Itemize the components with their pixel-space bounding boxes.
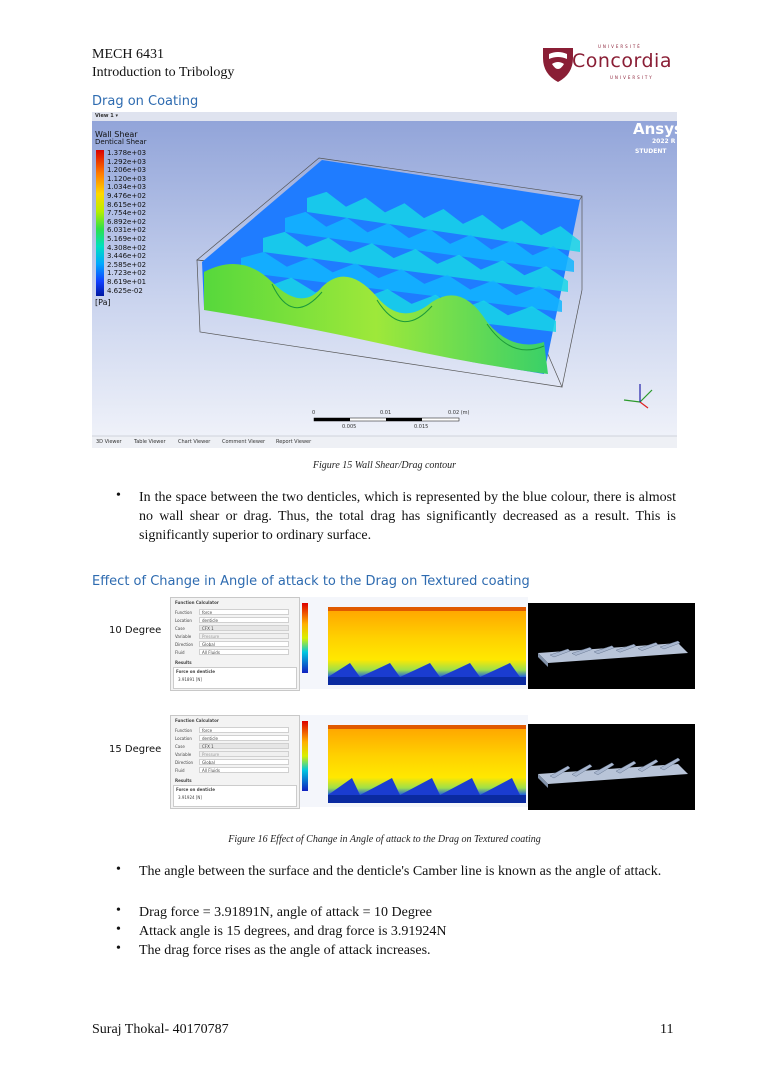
calc-field-label: Case: [175, 626, 185, 631]
legend-value: 1.206e+03: [107, 166, 147, 175]
calc-function-select[interactable]: force: [199, 727, 289, 733]
wall-shear-contour-render: [92, 112, 677, 448]
calc-result-name: Force on denticle: [176, 787, 215, 792]
bullet-angle-definition: The angle between the surface and the denticle's Camber line is known as the angle of attack.: [139, 864, 662, 879]
denticle-geometry-15: [528, 724, 695, 810]
concordia-shield-icon: [540, 44, 576, 84]
velocity-contour-15: [300, 715, 528, 807]
calc-results-label: Results: [175, 660, 192, 665]
course-name: Introduction to Tribology: [92, 65, 235, 80]
legend-value: 5.169e+02: [107, 235, 147, 243]
calc-field-label: Fluid: [175, 768, 185, 773]
calc-field-label: Case: [175, 744, 185, 749]
bullet-drag-15: Attack angle is 15 degrees, and drag force is 3.91924N: [139, 924, 447, 939]
scale-label-0015: 0.015: [414, 424, 429, 430]
calc-field-label: Direction: [175, 760, 194, 765]
row-label-10-degree: 10 Degree: [109, 625, 162, 636]
scale-label-0005: 0.005: [342, 424, 357, 430]
legend-subtitle: Dentical Shear: [95, 138, 147, 146]
calc-results-label: Results: [175, 778, 192, 783]
calc-direction-select[interactable]: Global: [199, 759, 289, 765]
calc-location-select[interactable]: denticle: [199, 617, 289, 623]
logo-top-text: UNIVERSITÉ: [598, 44, 642, 49]
tab-table-viewer[interactable]: Table Viewer: [134, 439, 166, 445]
calc-field-label: Location: [175, 618, 192, 623]
legend-value: 4.308e+02: [107, 243, 147, 252]
tab-comment-viewer[interactable]: Comment Viewer: [222, 439, 266, 445]
section-heading-drag: Drag on Coating: [92, 94, 199, 109]
bullet-conclusion: The drag force rises as the angle of attack increases.: [139, 943, 431, 958]
scale-label-002: 0.02 (m): [448, 410, 470, 416]
denticle-geometry-10: [528, 603, 695, 689]
ansys-viewer: [92, 112, 683, 448]
legend-value: 8.619e+01: [107, 278, 147, 286]
calc-title: Function Calculator: [175, 718, 219, 723]
calc-field-label: Variable: [175, 634, 192, 639]
section-heading-angle-of-attack: Effect of Change in Angle of attack to the Drag on Textured coating: [92, 574, 530, 589]
calc-fluid-select[interactable]: All Fluids: [199, 767, 289, 773]
legend-value: 4.625e-02: [107, 286, 143, 295]
velocity-contour-10: [300, 597, 528, 689]
legend-value: 2.585e+02: [107, 260, 147, 269]
bullet-drag-10: Drag force = 3.91891N, angle of attack = 10 Degree: [139, 905, 432, 920]
legend-value: 8.615e+02: [107, 200, 147, 209]
bullet-marker: •: [116, 941, 121, 956]
row-label-15-degree: 15 Degree: [109, 744, 162, 755]
calc-function-select[interactable]: force: [199, 609, 289, 615]
concordia-logo: [540, 42, 676, 86]
axis-triad-icon: [624, 384, 652, 408]
function-calculator-10: [170, 597, 300, 691]
legend-value: 9.476e+02: [107, 192, 147, 200]
calc-case-select[interactable]: CFX 1: [199, 625, 289, 631]
view-selector[interactable]: View 1 ▾: [95, 113, 118, 119]
calc-location-select[interactable]: denticle: [199, 735, 289, 741]
calc-variable-select[interactable]: Pressure: [199, 751, 289, 757]
footer-page-number: 11: [660, 1022, 674, 1037]
calc-field-label: Function: [175, 728, 193, 733]
legend-value: 3.446e+02: [107, 252, 147, 261]
legend-value: 1.120e+03: [107, 174, 147, 183]
legend-unit: [Pa]: [95, 298, 111, 307]
legend-title: Wall Shear: [95, 130, 138, 139]
calc-fluid-select[interactable]: All Fluids: [199, 649, 289, 655]
legend-value: 7.754e+02: [107, 209, 147, 218]
calc-result-name: Force on denticle: [176, 669, 215, 674]
legend-value: 1.723e+02: [107, 269, 147, 278]
calc-case-select[interactable]: CFX 1: [199, 743, 289, 749]
calc-title: Function Calculator: [175, 600, 219, 605]
calc-variable-select[interactable]: Pressure: [199, 633, 289, 639]
calc-results-box: [173, 785, 297, 807]
ansys-edition: STUDENT: [635, 148, 667, 155]
legend-value: 1.378e+03: [107, 149, 147, 157]
logo-wordmark: Concordia: [572, 50, 672, 72]
calc-result-value: 3.91924 [N]: [178, 795, 202, 800]
bullet-marker: •: [116, 922, 121, 937]
footer-author: Suraj Thokal- 40170787: [92, 1022, 229, 1037]
ansys-brand: Ansys: [633, 120, 683, 138]
legend-value: 6.031e+02: [107, 226, 147, 235]
calc-field-label: Location: [175, 736, 192, 741]
bullet-marker: •: [116, 862, 121, 877]
logo-bottom-text: UNIVERSITY: [610, 75, 654, 80]
tab-report-viewer[interactable]: Report Viewer: [276, 439, 312, 445]
calc-field-label: Direction: [175, 642, 194, 647]
bullet-marker: •: [116, 903, 121, 918]
calc-field-label: Function: [175, 610, 193, 615]
function-calculator-15: [170, 715, 300, 809]
scale-label-0: 0: [312, 410, 316, 416]
tab-3d-viewer[interactable]: 3D Viewer: [96, 439, 122, 445]
legend-value: 1.292e+03: [107, 157, 147, 166]
ansys-version: 2022 R: [652, 138, 676, 145]
legend-value: 6.892e+02: [107, 217, 147, 226]
bullet-marker: •: [116, 488, 121, 503]
drag-explanation-text: In the space between the two denticles, which is represented by the blue colour, there is almost no wall shear or drag. Thus, the total drag has significantly decreased as a result. This is significantly superior to ordinary surface.: [139, 490, 676, 543]
course-code: MECH 6431: [92, 47, 164, 62]
figure-16-caption: Figure 16 Effect of Change in Angle of attack to the Drag on Textured coating: [228, 834, 541, 845]
calc-field-label: Fluid: [175, 650, 185, 655]
scale-label-001: 0.01: [380, 410, 392, 416]
legend-value: 1.034e+03: [107, 183, 147, 192]
tab-chart-viewer[interactable]: Chart Viewer: [178, 439, 211, 445]
figure-15-caption: Figure 15 Wall Shear/Drag contour: [312, 460, 457, 471]
calc-result-value: 3.91891 [N]: [178, 677, 202, 682]
calc-results-box: [173, 667, 297, 689]
calc-direction-select[interactable]: Global: [199, 641, 289, 647]
calc-field-label: Variable: [175, 752, 192, 757]
